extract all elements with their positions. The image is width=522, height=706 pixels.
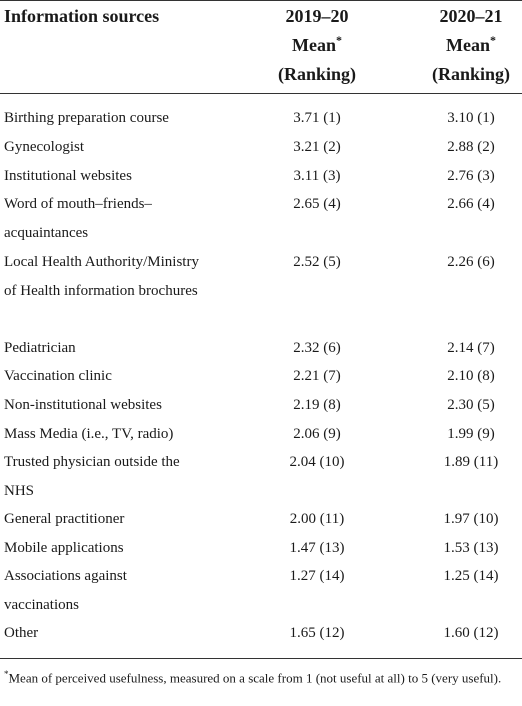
- footnote-marker: *: [4, 669, 9, 679]
- row-2019-value: 2.21 (7): [293, 368, 341, 384]
- table-footnote: [4, 664, 518, 688]
- header-2019-20-mean-label: Mean: [292, 35, 336, 55]
- row-source: Institutional websites: [4, 168, 132, 184]
- header-2020-21: [420, 2, 522, 89]
- row-2020-value: 2.76 (3): [447, 168, 495, 184]
- header-2019-20: [262, 2, 372, 89]
- row-2019-value: 3.11 (3): [293, 168, 341, 184]
- row-source: Birthing preparation course: [4, 110, 169, 126]
- header-2020-21-star: *: [490, 33, 496, 47]
- footnote-text: Mean of perceived usefulness, measured on a scale from 1 (not useful at all) to 5 (very useful).: [8, 670, 502, 686]
- row-2019-value: 2.65 (4): [293, 196, 341, 212]
- row-2019-value: 1.27 (14): [289, 568, 345, 584]
- row-2019-value: 3.21 (2): [293, 139, 341, 155]
- row-2019-value: 2.19 (8): [293, 397, 341, 413]
- header-2020-21-ranking: (Ranking): [431, 64, 511, 84]
- row-2019-value: 3.71 (1): [293, 110, 341, 126]
- row-2020-value: 2.14 (7): [447, 340, 495, 356]
- row-2020-value: 1.25 (14): [443, 568, 499, 584]
- row-2019-value: 1.65 (12): [289, 625, 345, 641]
- row-2019-value: 2.04 (10): [289, 454, 345, 470]
- row-2020-value: 2.26 (6): [447, 254, 495, 270]
- header-2019-20-star: *: [336, 33, 342, 47]
- row-2020-value: 2.10 (8): [447, 368, 495, 384]
- row-2020-value: 1.53 (13): [443, 540, 499, 556]
- row-source: Other: [4, 625, 39, 641]
- row-source: General practitioner: [4, 511, 125, 527]
- row-source: Local Health Authority/Ministry of Health information brochures: [4, 254, 199, 299]
- row-2019-value: 1.47 (13): [289, 540, 345, 556]
- row-source: Gynecologist: [4, 139, 84, 155]
- row-2019-value: 2.32 (6): [293, 340, 341, 356]
- header-2019-20-mean: [262, 31, 372, 60]
- row-2020-value: 1.89 (11): [443, 454, 499, 470]
- row-2020-value: 3.10 (1): [447, 110, 495, 126]
- row-2020-value: 2.88 (2): [447, 139, 495, 155]
- row-2020-value: 1.99 (9): [447, 426, 495, 442]
- header-2020-21-year: 2020–21: [439, 6, 503, 26]
- row-source: Trusted physician outside the NHS: [4, 454, 180, 499]
- row-source: Pediatrician: [4, 340, 76, 356]
- bottom-rule: [0, 658, 522, 659]
- row-2020-value: 2.30 (5): [447, 397, 495, 413]
- row-source: Vaccination clinic: [4, 368, 112, 384]
- row-source: Mass Media (i.e., TV, radio): [4, 426, 174, 442]
- row-source: Non-institutional websites: [4, 397, 162, 413]
- header-2020-21-mean: [420, 31, 522, 60]
- header-2019-20-ranking: (Ranking): [277, 64, 357, 84]
- top-rule: [0, 0, 522, 1]
- row-2019-value: 2.06 (9): [293, 426, 341, 442]
- header-2020-21-mean-label: Mean: [446, 35, 490, 55]
- header-rule: [0, 93, 522, 94]
- header-2019-20-year: 2019–20: [285, 6, 349, 26]
- header-information-sources: Information sources: [4, 6, 160, 26]
- row-2020-value: 1.60 (12): [443, 625, 499, 641]
- row-2019-value: 2.00 (11): [289, 511, 345, 527]
- row-2020-value: 2.66 (4): [447, 196, 495, 212]
- row-source: Mobile applications: [4, 540, 124, 556]
- row-source: Associations against vaccinations: [4, 568, 127, 613]
- row-source: Word of mouth–friends–acquaintances: [4, 196, 152, 241]
- row-2019-value: 2.52 (5): [293, 254, 341, 270]
- row-2020-value: 1.97 (10): [443, 511, 499, 527]
